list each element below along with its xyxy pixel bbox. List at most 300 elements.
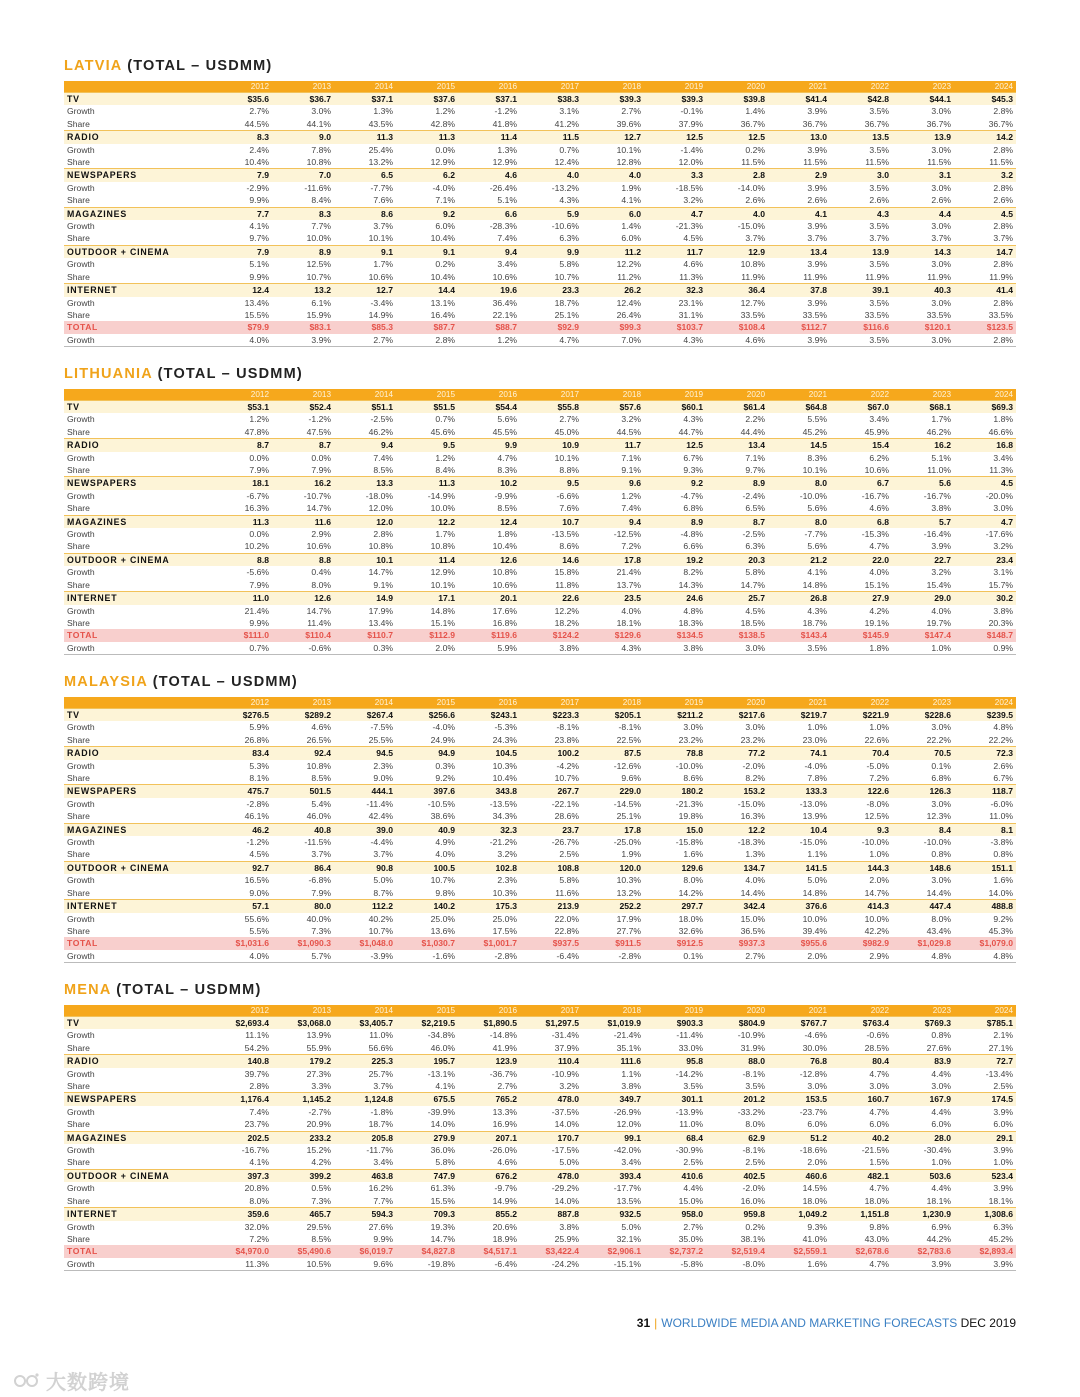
metric-value: 9.6% xyxy=(334,1258,396,1271)
total-value: $2,678.6 xyxy=(830,1245,892,1257)
metric-value: 5.8% xyxy=(559,259,579,270)
metric-value: 4.0% xyxy=(621,605,641,616)
category-value: 297.7 xyxy=(644,900,706,913)
metric-value: 6.0% xyxy=(621,233,641,244)
metric-value: 3.5% xyxy=(830,334,892,347)
category-value: 78.8 xyxy=(644,747,706,760)
category-value: 76.8 xyxy=(768,1055,830,1068)
metric-value: 35.0% xyxy=(678,1233,703,1244)
region-subtitle: (TOTAL – USDMM) xyxy=(152,674,298,690)
metric-value: 8.2% xyxy=(683,567,703,578)
metric-value: 33.5% xyxy=(864,309,889,320)
metric-value: 1.2% xyxy=(435,106,455,117)
metric-value: 4.0% xyxy=(435,849,455,860)
metric-value: -5.3% xyxy=(494,722,517,733)
metric-value: 20.3% xyxy=(988,617,1013,628)
metric-value: 10.1% xyxy=(554,452,579,463)
metric-value: 22.2% xyxy=(926,734,951,745)
metric-value: 3.2% xyxy=(497,849,517,860)
region-malaysia xyxy=(64,671,1016,963)
metric-value: -6.6% xyxy=(556,490,579,501)
metric-value: 11.0% xyxy=(989,811,1013,822)
metric-value: 1.2% xyxy=(249,414,269,425)
metric-row xyxy=(64,579,1016,592)
metric-label: Growth xyxy=(67,1030,95,1041)
metric-value: 4.4% xyxy=(931,1068,951,1079)
category-value: 463.8 xyxy=(334,1169,396,1182)
metric-value: 4.1% xyxy=(621,195,641,206)
metric-value: 3.4% xyxy=(373,1157,393,1168)
metric-value: 25.7% xyxy=(368,1068,393,1079)
category-value: 6.2 xyxy=(396,169,458,182)
category-value: 23.4 xyxy=(954,553,1016,566)
metric-value: 19.1% xyxy=(864,617,889,628)
metric-value: 11.5% xyxy=(865,157,889,168)
total-growth-row xyxy=(64,950,1016,963)
category-value: 1,230.9 xyxy=(892,1208,954,1221)
total-value: $3,422.4 xyxy=(520,1245,582,1257)
category-label: OUTDOOR + CINEMA xyxy=(64,861,210,874)
metric-value: 7.3% xyxy=(311,1195,331,1206)
total-value: $2,906.1 xyxy=(582,1245,644,1257)
metric-value: -14.9% xyxy=(427,490,455,501)
metric-value: -6.4% xyxy=(458,1258,520,1271)
category-label: RADIO xyxy=(64,439,210,452)
category-value: $37.1 xyxy=(334,93,396,106)
metric-value: 10.0% xyxy=(430,503,455,514)
metric-value: 3.5% xyxy=(768,642,830,655)
metric-value: -2.4% xyxy=(742,490,765,501)
category-value: 4.6 xyxy=(458,169,520,182)
category-value: $1,297.5 xyxy=(520,1017,582,1030)
category-value: 22.7 xyxy=(892,553,954,566)
metric-value: 7.4% xyxy=(249,1106,269,1117)
metric-label: Share xyxy=(67,233,90,244)
metric-value: 0.2% xyxy=(745,1221,765,1232)
category-value: 4.0 xyxy=(582,169,644,182)
category-value: 11.3 xyxy=(396,131,458,144)
metric-row xyxy=(64,105,1016,117)
category-value: 14.6 xyxy=(520,553,582,566)
metric-value: 11.8% xyxy=(555,579,579,590)
metric-value: 17.6% xyxy=(492,605,517,616)
metric-value: 22.0% xyxy=(554,913,579,924)
metric-value: 27.6% xyxy=(368,1221,393,1232)
year-header-row xyxy=(64,81,1016,93)
metric-value: -0.1% xyxy=(680,106,703,117)
region-name: LATVIA xyxy=(64,58,122,74)
category-label: NEWSPAPERS xyxy=(64,785,210,798)
category-value: 13.9 xyxy=(830,245,892,258)
category-row xyxy=(64,1169,1016,1182)
region-subtitle: (TOTAL – USDMM) xyxy=(116,982,262,998)
metric-row xyxy=(64,721,1016,733)
category-value: 40.3 xyxy=(892,284,954,297)
metric-value: 5.1% xyxy=(931,452,951,463)
metric-value: 0.1% xyxy=(644,950,706,963)
metric-value: 3.9% xyxy=(807,182,827,193)
metric-value: -12.5% xyxy=(613,529,641,540)
category-value: 23.3 xyxy=(520,284,582,297)
metric-value: -14.5% xyxy=(613,798,641,809)
metric-value: 10.4% xyxy=(430,271,455,282)
metric-label: Share xyxy=(67,734,90,745)
category-value: 92.7 xyxy=(210,861,272,874)
category-value: 4.7 xyxy=(954,515,1016,528)
year-header: 2019 xyxy=(644,81,706,93)
category-value: 9.4 xyxy=(458,245,520,258)
category-value: 88.0 xyxy=(706,1055,768,1068)
metric-value: -13.9% xyxy=(675,1106,703,1117)
metric-value: 5.7% xyxy=(272,950,334,963)
metric-label: Growth xyxy=(67,1106,95,1117)
metric-value: 0.1% xyxy=(931,760,951,771)
metric-value: 2.1% xyxy=(993,1030,1013,1041)
metric-value: 27.7% xyxy=(616,925,641,936)
watermark-text: 大数跨境 xyxy=(46,1372,130,1394)
total-value: $1,079.0 xyxy=(954,937,1016,949)
metric-value: 6.5% xyxy=(745,503,765,514)
year-header: 2023 xyxy=(892,389,954,401)
metric-value: 3.0% xyxy=(892,334,954,347)
metric-value: 1.9% xyxy=(621,182,641,193)
metric-value: -10.7% xyxy=(303,490,331,501)
metric-value: -2.8% xyxy=(582,950,644,963)
metric-value: 4.7% xyxy=(869,1106,889,1117)
metric-row xyxy=(64,874,1016,886)
metric-value: 3.8% xyxy=(993,605,1013,616)
category-value: 29.1 xyxy=(954,1131,1016,1144)
metric-value: 1.5% xyxy=(869,1157,889,1168)
metric-value: 9.9% xyxy=(373,1233,393,1244)
metric-value: 3.0% xyxy=(869,1081,889,1092)
metric-value: 7.1% xyxy=(745,452,765,463)
metric-row xyxy=(64,1106,1016,1118)
total-row xyxy=(64,937,1016,949)
category-row xyxy=(64,515,1016,528)
metric-value: 42.2% xyxy=(864,925,889,936)
metric-value: 3.5% xyxy=(869,106,889,117)
category-value: $68.1 xyxy=(892,401,954,414)
metric-row xyxy=(64,232,1016,245)
category-value: 41.4 xyxy=(954,284,1016,297)
metric-value: 12.9% xyxy=(430,567,455,578)
metric-row xyxy=(64,1156,1016,1169)
category-value: 10.2 xyxy=(458,477,520,490)
category-value: $39.3 xyxy=(644,93,706,106)
metric-value: 3.0% xyxy=(993,503,1013,514)
category-value: 6.5 xyxy=(334,169,396,182)
metric-value: 17.9% xyxy=(616,913,641,924)
metric-value: -9.9% xyxy=(494,490,517,501)
metric-value: 1.2% xyxy=(435,452,455,463)
metric-label: Share xyxy=(67,811,90,822)
year-header: 2024 xyxy=(954,1005,1016,1017)
year-header: 2015 xyxy=(396,697,458,709)
metric-value: 6.8% xyxy=(683,503,703,514)
metric-value: 5.8% xyxy=(435,1157,455,1168)
metric-value: 12.0% xyxy=(678,157,703,168)
total-value: $1,001.7 xyxy=(458,937,520,949)
metric-value: 34.3% xyxy=(492,811,517,822)
region-subtitle: (TOTAL – USDMM) xyxy=(127,58,273,74)
metric-value: 43.0% xyxy=(864,1233,889,1244)
metric-row xyxy=(64,297,1016,309)
category-label: OUTDOOR + CINEMA xyxy=(64,245,210,258)
total-value: $912.5 xyxy=(644,937,706,949)
metric-value: 2.0% xyxy=(807,1157,827,1168)
category-value: 376.6 xyxy=(768,900,830,913)
category-value: 9.9 xyxy=(520,245,582,258)
metric-value: 1.7% xyxy=(373,259,393,270)
category-value: 25.7 xyxy=(706,592,768,605)
metric-value: 3.9% xyxy=(272,334,334,347)
metric-value: 9.3% xyxy=(683,465,703,476)
category-row xyxy=(64,401,1016,414)
metric-value: 2.8% xyxy=(396,334,458,347)
metric-value: 2.0% xyxy=(396,642,458,655)
metric-value: 3.9% xyxy=(931,541,951,552)
metric-value: 2.8% xyxy=(249,1081,269,1092)
metric-value: -14.2% xyxy=(675,1068,703,1079)
metric-value: 1.7% xyxy=(931,414,951,425)
total-value: $110.7 xyxy=(334,629,396,641)
metric-value: 7.2% xyxy=(249,1233,269,1244)
metric-value: -10.9% xyxy=(551,1068,579,1079)
total-value: $1,031.6 xyxy=(210,937,272,949)
category-value: 359.6 xyxy=(210,1208,272,1221)
category-value: 11.4 xyxy=(396,553,458,566)
total-value: $116.6 xyxy=(830,321,892,333)
metric-value: 4.1% xyxy=(807,567,827,578)
metric-value: 11.5% xyxy=(741,157,765,168)
metric-value: 27.6% xyxy=(926,1042,951,1053)
year-header: 2020 xyxy=(706,389,768,401)
metric-value: -6.7% xyxy=(246,490,269,501)
metric-value: 13.3% xyxy=(492,1106,517,1117)
category-value: 26.2 xyxy=(582,284,644,297)
metric-value: 11.3% xyxy=(210,1258,272,1271)
metric-value: 54.2% xyxy=(244,1042,269,1053)
metric-value: 12.9% xyxy=(430,157,455,168)
year-header: 2022 xyxy=(830,1005,892,1017)
metric-value: 43.4% xyxy=(926,925,951,936)
metric-row xyxy=(64,772,1016,785)
metric-value: -7.7% xyxy=(804,529,827,540)
metric-value: 2.7% xyxy=(249,106,269,117)
category-label: NEWSPAPERS xyxy=(64,477,210,490)
category-value: 11.3 xyxy=(396,477,458,490)
category-value: 46.2 xyxy=(210,823,272,836)
metric-value: 14.8% xyxy=(802,579,827,590)
category-value: 160.7 xyxy=(830,1093,892,1106)
category-value: $37.1 xyxy=(458,93,520,106)
category-value: 855.2 xyxy=(458,1208,520,1221)
category-value: 747.9 xyxy=(396,1169,458,1182)
metric-value: 43.5% xyxy=(368,118,393,129)
metric-value: 8.0% xyxy=(311,579,331,590)
year-header: 2021 xyxy=(768,81,830,93)
metric-value: 4.1% xyxy=(249,221,269,232)
metric-value: 3.4% xyxy=(993,452,1013,463)
metric-label: Share xyxy=(67,579,90,590)
metric-row xyxy=(64,1221,1016,1233)
category-row xyxy=(64,1131,1016,1144)
metric-value: 61.3% xyxy=(430,1183,455,1194)
metric-value: 9.7% xyxy=(249,233,269,244)
metric-value: 10.5% xyxy=(272,1258,334,1271)
category-row xyxy=(64,709,1016,722)
total-row xyxy=(64,321,1016,333)
metric-value: 26.8% xyxy=(244,734,269,745)
metric-value: 3.8% xyxy=(520,642,582,655)
metric-value: 22.5% xyxy=(616,734,641,745)
metric-value: 11.9% xyxy=(865,271,889,282)
forecast-table xyxy=(64,389,1016,655)
category-value: 709.3 xyxy=(396,1208,458,1221)
category-value: 6.6 xyxy=(458,207,520,220)
metric-label: Growth xyxy=(67,1068,95,1079)
metric-value: -23.7% xyxy=(799,1106,827,1117)
metric-value: 10.4% xyxy=(492,773,517,784)
metric-value: -20.0% xyxy=(985,490,1013,501)
category-value: 14.3 xyxy=(892,245,954,258)
metric-value: 16.2% xyxy=(368,1183,393,1194)
metric-value: 5.1% xyxy=(497,195,517,206)
category-row xyxy=(64,861,1016,874)
metric-label: Share xyxy=(67,887,90,898)
metric-value: 7.4% xyxy=(497,233,517,244)
category-value: 10.4 xyxy=(768,823,830,836)
metric-value: 11.0% xyxy=(679,1119,703,1130)
metric-value: 18.1% xyxy=(926,1195,951,1206)
category-value: 12.0 xyxy=(334,515,396,528)
category-row xyxy=(64,900,1016,913)
metric-label: Growth xyxy=(67,875,95,886)
total-value: $92.9 xyxy=(520,321,582,333)
metric-value: 3.4% xyxy=(497,259,517,270)
metric-value: 3.9% xyxy=(807,259,827,270)
metric-value: 0.7% xyxy=(210,642,272,655)
metric-value: 3.7% xyxy=(931,233,951,244)
metric-value: 3.1% xyxy=(559,106,579,117)
metric-value: 45.3% xyxy=(988,925,1013,936)
year-header: 2016 xyxy=(458,697,520,709)
metric-value: 5.6% xyxy=(497,414,517,425)
metric-row xyxy=(64,1080,1016,1093)
metric-value: 7.9% xyxy=(311,887,331,898)
category-value: 676.2 xyxy=(458,1169,520,1182)
metric-value: 1.6% xyxy=(683,849,703,860)
category-value: $221.9 xyxy=(830,709,892,722)
metric-value: 15.1% xyxy=(430,617,455,628)
metric-label: Growth xyxy=(67,798,95,809)
metric-value: 46.0% xyxy=(430,1042,455,1053)
category-value: 26.8 xyxy=(768,592,830,605)
category-value: 482.1 xyxy=(830,1169,892,1182)
year-header: 2015 xyxy=(396,1005,458,1017)
metric-value: 13.4% xyxy=(368,617,393,628)
total-value: $4,970.0 xyxy=(210,1245,272,1257)
metric-value: 4.7% xyxy=(520,334,582,347)
metric-value: 41.9% xyxy=(492,1042,517,1053)
metric-value: 3.4% xyxy=(869,414,889,425)
metric-value: 11.0% xyxy=(927,465,951,476)
metric-value: 9.7% xyxy=(745,465,765,476)
category-value: 141.5 xyxy=(768,861,830,874)
category-value: $54.4 xyxy=(458,401,520,414)
category-value: 13.9 xyxy=(892,131,954,144)
category-row xyxy=(64,553,1016,566)
metric-value: 12.4% xyxy=(616,297,641,308)
metric-value: 8.0% xyxy=(249,1195,269,1206)
metric-value: 13.2% xyxy=(368,157,393,168)
watermark-logo-icon xyxy=(12,1371,42,1391)
metric-value: 0.8% xyxy=(931,849,951,860)
metric-value: -26.4% xyxy=(489,182,517,193)
metric-value: 4.4% xyxy=(931,1106,951,1117)
metric-value: 26.5% xyxy=(306,734,331,745)
header-spacer xyxy=(64,81,210,93)
metric-value: -18.6% xyxy=(799,1145,827,1156)
category-value: $39.3 xyxy=(582,93,644,106)
metric-row xyxy=(64,464,1016,477)
metric-value: 4.9% xyxy=(435,837,455,848)
category-value: 24.6 xyxy=(644,592,706,605)
category-value: 465.7 xyxy=(272,1208,334,1221)
metric-value: 33.0% xyxy=(678,1042,703,1053)
metric-label: Share xyxy=(67,925,90,936)
metric-value: 39.4% xyxy=(802,925,827,936)
category-value: 1,145.2 xyxy=(272,1093,334,1106)
metric-value: -11.6% xyxy=(304,182,331,193)
category-label: OUTDOOR + CINEMA xyxy=(64,1169,210,1182)
metric-value: 12.7% xyxy=(740,297,765,308)
category-value: 92.4 xyxy=(272,747,334,760)
metric-value: -18.3% xyxy=(737,837,765,848)
category-value: 3.2 xyxy=(954,169,1016,182)
region-lithuania xyxy=(64,363,1016,655)
category-value: 74.1 xyxy=(768,747,830,760)
metric-value: 56.6% xyxy=(368,1042,393,1053)
metric-value: 4.6% xyxy=(497,1157,517,1168)
metric-label: Share xyxy=(67,309,90,320)
year-header: 2017 xyxy=(520,1005,582,1017)
category-value: 13.5 xyxy=(830,131,892,144)
category-value: 932.5 xyxy=(582,1208,644,1221)
year-header: 2020 xyxy=(706,81,768,93)
metric-value: 7.2% xyxy=(869,773,889,784)
metric-value: 18.0% xyxy=(802,1195,827,1206)
year-header: 2017 xyxy=(520,81,582,93)
category-value: 57.1 xyxy=(210,900,272,913)
total-value: $99.3 xyxy=(582,321,644,333)
metric-value: 11.3% xyxy=(989,465,1013,476)
metric-value: 14.7% xyxy=(430,1233,455,1244)
category-row xyxy=(64,1017,1016,1030)
metric-value: 3.2% xyxy=(931,567,951,578)
category-value: 343.8 xyxy=(458,785,520,798)
metric-value: 6.0% xyxy=(435,221,455,232)
category-value: 11.7 xyxy=(644,245,706,258)
category-value: 8.7 xyxy=(272,439,334,452)
category-value: 444.1 xyxy=(334,785,396,798)
category-value: 3.3 xyxy=(644,169,706,182)
metric-value: 22.2% xyxy=(988,734,1013,745)
metric-value: 2.5% xyxy=(559,849,579,860)
metric-value: -30.4% xyxy=(923,1145,951,1156)
forecast-table xyxy=(64,1005,1016,1271)
